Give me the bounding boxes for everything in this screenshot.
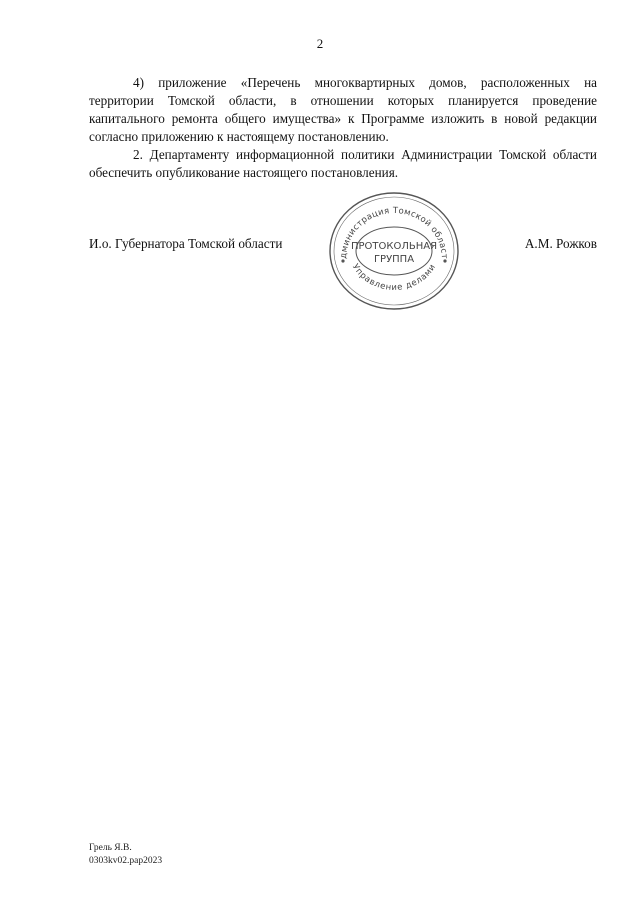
svg-text:Управление делами	[350, 262, 438, 293]
footer-author: Грель Я.В.	[89, 843, 132, 853]
footer-file-code: 0303kv02.pap2023	[89, 856, 163, 866]
footer	[89, 842, 162, 868]
signature-position: И.о. Губернатора Томской области	[89, 236, 283, 251]
stamp-top-arc: дминистрация Томской област	[338, 205, 450, 260]
stamp-seal-icon	[326, 189, 462, 313]
official-stamp	[326, 189, 462, 313]
signature-name: А.М. Рожков	[524, 236, 597, 251]
stamp-line-2: ГРУППА	[373, 254, 415, 265]
paragraph-publication: 2. Департаменту информационной политики Администрации Томской области обеспечить опубликование настоящего постановления.	[89, 147, 597, 180]
stamp-line-1: ПРОТОКОЛЬНАЯ	[350, 241, 438, 252]
document-body	[89, 74, 597, 182]
paragraph-appendix: 4) приложение «Перечень многоквартирных домов, расположенных на территории Томской области, в отношении которых планируется проведение капитального ремонта общего имущества» к Программе изложить в новой редакции согласно приложению к настоящему постановлению.	[89, 75, 597, 144]
stamp-bottom-arc: Управление делами	[349, 262, 439, 293]
page-number: 2	[316, 36, 324, 51]
